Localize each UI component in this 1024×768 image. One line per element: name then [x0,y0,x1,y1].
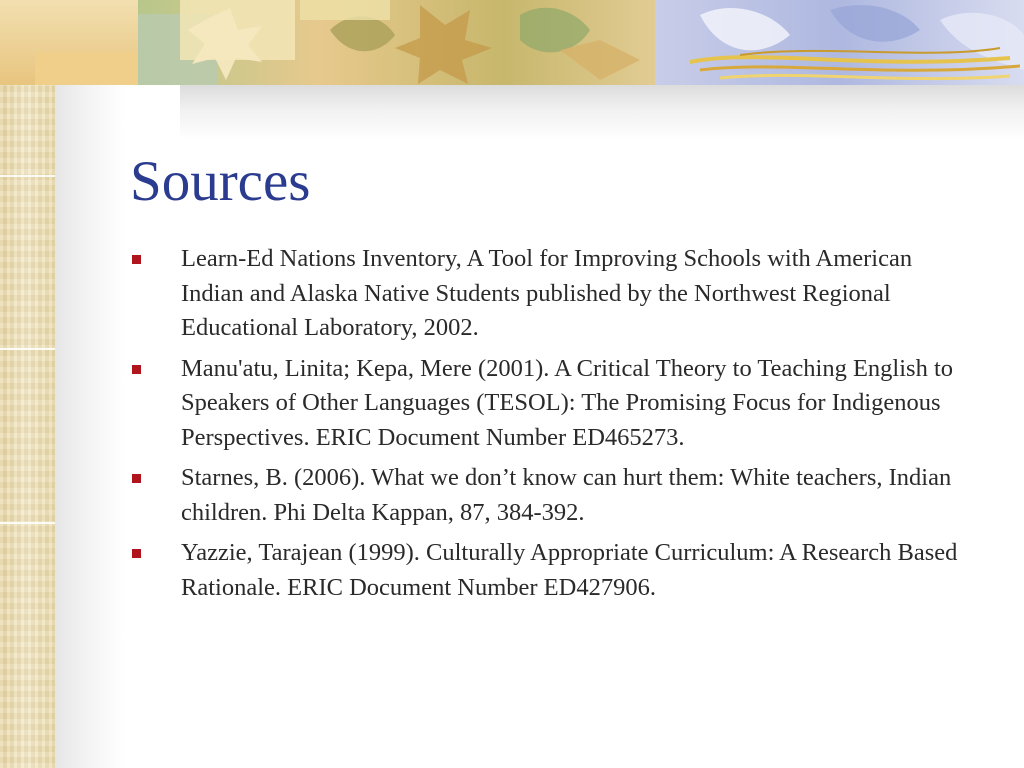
list-item [130,461,980,530]
square-bullet-icon [132,365,141,374]
strip-seam [0,522,55,524]
strip-seam [0,175,55,177]
list-item [130,242,980,346]
reference-text: Manu'atu, Linita; Kepa, Mere (2001). A Critical Theory to Teaching English to Speakers of Other Languages (TESOL): The Promising Focus for Indigenous Perspectives. ERIC Document Number ED465273. [181,354,954,451]
slide-title: Sources [130,150,311,213]
leaf-collage-banner [0,0,1024,85]
square-bullet-icon [132,255,141,264]
banner-shadow [180,85,1024,140]
left-shade [55,0,125,768]
list-item [130,536,980,605]
reference-text: Starnes, B. (2006). What we don’t know can hurt them: White teachers, Indian children. Phi Delta Kappan, 87, 384-392. [181,464,952,526]
square-bullet-icon [132,474,141,483]
reference-text: Learn-Ed Nations Inventory, A Tool for Improving Schools with American Indian and Alaska Native Students published by the Northwest Regional Educational Laboratory, 2002. [181,245,913,341]
square-bullet-icon [132,549,141,558]
list-item [130,352,980,456]
parchment-strip [0,0,55,768]
sources-list [130,242,980,611]
strip-seam [0,348,55,350]
autumn-leaves-collage-icon [0,0,1024,85]
reference-text: Yazzie, Tarajean (1999). Culturally Appropriate Curriculum: A Research Based Rationale. ERIC Document Number ED427906. [181,539,958,601]
